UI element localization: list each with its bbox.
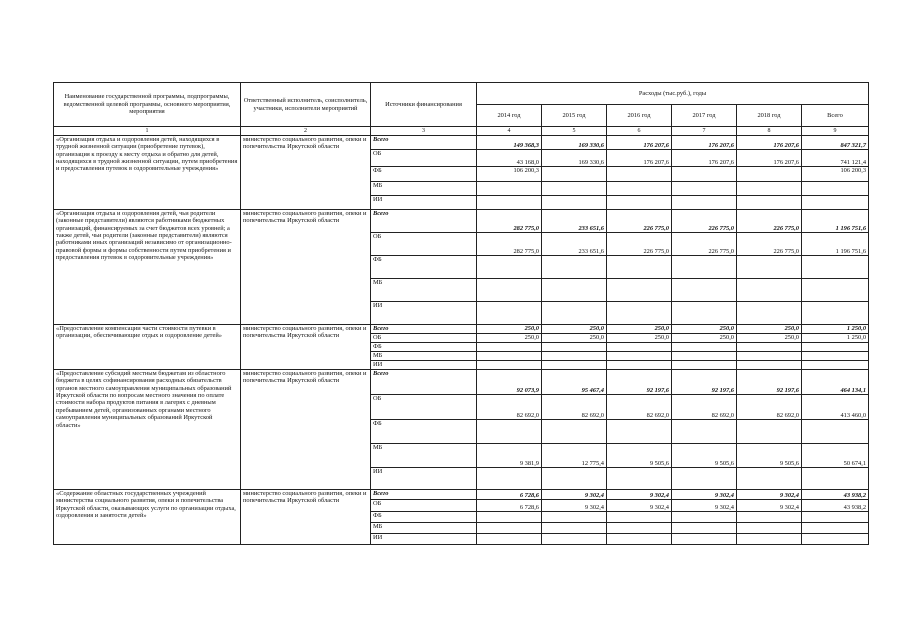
value-cell: 176 207,6	[672, 136, 737, 150]
value-cell	[672, 534, 737, 545]
funding-source-cell: ФБ	[371, 343, 477, 352]
value-cell	[542, 279, 607, 302]
funding-source-cell: ИИ	[371, 468, 477, 490]
table-row	[54, 490, 869, 500]
value-cell	[672, 256, 737, 279]
value-cell	[607, 302, 672, 325]
value-cell	[672, 302, 737, 325]
value-cell	[477, 196, 542, 210]
funding-source-cell: ФБ	[371, 256, 477, 279]
header-program: Наименование государственной программы, подпрограммы, ведомственной целевой программы, основного мероприятия, мероприятия	[54, 83, 241, 127]
column-number: 9	[802, 127, 869, 136]
value-cell: 43 168,0	[477, 150, 542, 167]
table-row	[54, 136, 869, 150]
value-cell: 250,0	[672, 334, 737, 343]
value-cell	[672, 468, 737, 490]
value-cell	[607, 279, 672, 302]
column-number: 8	[737, 127, 802, 136]
value-cell	[802, 302, 869, 325]
value-cell	[477, 279, 542, 302]
value-cell	[802, 182, 869, 196]
value-cell	[737, 352, 802, 361]
value-cell	[672, 512, 737, 523]
value-cell: 82 692,0	[737, 395, 802, 420]
value-cell	[542, 420, 607, 444]
value-cell: 9 302,4	[737, 500, 802, 512]
value-cell	[542, 512, 607, 523]
value-cell: 6 728,6	[477, 490, 542, 500]
value-cell: 82 692,0	[542, 395, 607, 420]
value-cell: 9 302,4	[607, 500, 672, 512]
value-cell: 176 207,6	[672, 150, 737, 167]
value-cell: 176 207,6	[607, 136, 672, 150]
funding-source-cell: Всего	[371, 210, 477, 233]
value-cell	[737, 420, 802, 444]
value-cell	[802, 420, 869, 444]
table-row	[54, 370, 869, 395]
table-body	[54, 136, 869, 545]
value-cell: 6 728,6	[477, 500, 542, 512]
value-cell: 250,0	[607, 334, 672, 343]
value-cell: 169 330,6	[542, 136, 607, 150]
value-cell: 250,0	[477, 325, 542, 334]
value-cell	[672, 343, 737, 352]
value-cell: 50 674,1	[802, 444, 869, 468]
value-cell: 9 381,9	[477, 444, 542, 468]
activity-name-cell: «Предоставление субсидий местным бюджетам из областного бюджета в целях софинансирования расходных обязательств органов местного самоуправления муниципальных образований Иркутской области по вопросам местного значения по оплате стоимости набора продуктов питания в лагерях с дневным пребыванием детей, организованных органами местного самоуправления муниципальных образований Иркутской области»	[54, 370, 241, 490]
value-cell: 233 651,6	[542, 233, 607, 256]
value-cell	[737, 468, 802, 490]
value-cell	[737, 196, 802, 210]
value-cell	[737, 256, 802, 279]
header-year: 2015 год	[542, 105, 607, 127]
value-cell: 250,0	[737, 325, 802, 334]
value-cell	[477, 468, 542, 490]
executor-cell: министерство социального развития, опеки и попечительства Иркутской области	[241, 325, 371, 370]
value-cell	[477, 343, 542, 352]
value-cell	[672, 167, 737, 182]
value-cell: 92 197,6	[737, 370, 802, 395]
header-year: 2017 год	[672, 105, 737, 127]
value-cell	[542, 256, 607, 279]
header-year: 2016 год	[607, 105, 672, 127]
value-cell	[737, 167, 802, 182]
value-cell: 149 368,3	[477, 136, 542, 150]
funding-source-cell: ИИ	[371, 196, 477, 210]
value-cell: 1 196 751,6	[802, 210, 869, 233]
funding-source-cell: МБ	[371, 523, 477, 534]
value-cell	[802, 512, 869, 523]
activity-name-cell: «Предоставление компенсации части стоимости путевки в организации, обеспечивающие отдых и оздоровление детей»	[54, 325, 241, 370]
funding-source-cell: Всего	[371, 136, 477, 150]
value-cell: 1 250,0	[802, 325, 869, 334]
executor-cell: министерство социального развития, опеки и попечительства Иркутской области	[241, 210, 371, 325]
value-cell: 82 692,0	[607, 395, 672, 420]
value-cell	[737, 534, 802, 545]
value-cell	[542, 361, 607, 370]
value-cell	[672, 182, 737, 196]
value-cell: 12 775,4	[542, 444, 607, 468]
funding-source-cell: ИИ	[371, 302, 477, 325]
table-header	[54, 83, 869, 136]
value-cell	[802, 534, 869, 545]
header-expenses: Расходы (тыс.руб.), годы	[477, 83, 869, 105]
value-cell	[802, 279, 869, 302]
value-cell: 176 207,6	[737, 136, 802, 150]
value-cell: 1 196 751,6	[802, 233, 869, 256]
value-cell: 9 505,6	[737, 444, 802, 468]
value-cell: 226 775,0	[737, 210, 802, 233]
funding-source-cell: ФБ	[371, 420, 477, 444]
executor-cell: министерство социального развития, опеки и попечительства Иркутской области	[241, 490, 371, 545]
column-number: 4	[477, 127, 542, 136]
value-cell	[607, 523, 672, 534]
executor-cell: министерство социального развития, опеки и попечительства Иркутской области	[241, 370, 371, 490]
funding-source-cell: ИИ	[371, 361, 477, 370]
value-cell	[672, 352, 737, 361]
value-cell	[672, 420, 737, 444]
value-cell	[542, 468, 607, 490]
value-cell	[477, 361, 542, 370]
value-cell	[477, 512, 542, 523]
value-cell: 9 302,4	[672, 490, 737, 500]
value-cell: 43 938,2	[802, 490, 869, 500]
header-source: Источники финансирования	[371, 83, 477, 127]
value-cell: 233 651,6	[542, 210, 607, 233]
column-number: 7	[672, 127, 737, 136]
funding-source-cell: ОБ	[371, 500, 477, 512]
value-cell	[737, 343, 802, 352]
funding-source-cell: Всего	[371, 370, 477, 395]
column-number: 2	[241, 127, 371, 136]
value-cell	[607, 512, 672, 523]
funding-source-cell: ОБ	[371, 150, 477, 167]
column-number: 5	[542, 127, 607, 136]
table-row	[54, 210, 869, 233]
funding-source-cell: ОБ	[371, 334, 477, 343]
value-cell: 9 302,4	[542, 490, 607, 500]
value-cell: 82 692,0	[477, 395, 542, 420]
value-cell: 413 460,0	[802, 395, 869, 420]
funding-source-cell: ОБ	[371, 233, 477, 256]
funding-source-cell: МБ	[371, 182, 477, 196]
value-cell	[477, 523, 542, 534]
funding-source-cell: Всего	[371, 490, 477, 500]
funding-source-cell: МБ	[371, 444, 477, 468]
executor-cell: министерство социального развития, опеки и попечительства Иркутской области	[241, 136, 371, 210]
value-cell	[737, 512, 802, 523]
value-cell	[542, 523, 607, 534]
funding-source-cell: МБ	[371, 279, 477, 302]
value-cell: 250,0	[477, 334, 542, 343]
value-cell	[737, 361, 802, 370]
header-year: 2014 год	[477, 105, 542, 127]
value-cell: 9 302,4	[737, 490, 802, 500]
value-cell: 106 200,3	[802, 167, 869, 182]
value-cell	[542, 302, 607, 325]
value-cell: 9 302,4	[607, 490, 672, 500]
value-cell	[802, 361, 869, 370]
value-cell: 92 197,6	[672, 370, 737, 395]
value-cell	[607, 534, 672, 545]
activity-name-cell: «Организация отдыха и оздоровления детей, чьи родители (законные представители) являются работниками бюджетных организаций, финансируемых за счет бюджетов всех уровней; а также детей, чьи родители (законные представители) являются работниками иных организаций независимо от организационно-правовой формы и формы собственности путем приобретения и предоставления путевок в оздоровительные учреждения»	[54, 210, 241, 325]
value-cell: 250,0	[542, 334, 607, 343]
value-cell: 250,0	[672, 325, 737, 334]
value-cell	[802, 343, 869, 352]
value-cell	[542, 196, 607, 210]
value-cell: 250,0	[607, 325, 672, 334]
value-cell	[477, 256, 542, 279]
value-cell: 226 775,0	[672, 210, 737, 233]
value-cell: 82 692,0	[672, 395, 737, 420]
value-cell: 250,0	[737, 334, 802, 343]
funding-source-cell: ФБ	[371, 512, 477, 523]
value-cell	[802, 352, 869, 361]
activity-name-cell: «Организация отдыха и оздоровления детей, находящихся в трудной жизненной ситуации (приобретение путевок), организация к проезду к месту отдыха и обратно для детей, находящихся в трудной жизненной ситуации, путем приобретения и предоставления путевок в оздоровительные учреждения»	[54, 136, 241, 210]
value-cell	[737, 302, 802, 325]
column-number: 1	[54, 127, 241, 136]
header-executor: Ответственный исполнитель, соисполнитель, участники, исполнители мероприятий	[241, 83, 371, 127]
value-cell	[802, 256, 869, 279]
value-cell	[542, 352, 607, 361]
value-cell	[607, 343, 672, 352]
value-cell	[672, 279, 737, 302]
value-cell: 226 775,0	[607, 210, 672, 233]
value-cell: 92 197,6	[607, 370, 672, 395]
funding-source-cell: ИИ	[371, 534, 477, 545]
value-cell	[542, 167, 607, 182]
funding-source-cell: ОБ	[371, 395, 477, 420]
column-number: 6	[607, 127, 672, 136]
value-cell: 9 505,6	[607, 444, 672, 468]
value-cell	[607, 182, 672, 196]
value-cell	[477, 534, 542, 545]
value-cell	[737, 523, 802, 534]
value-cell	[672, 523, 737, 534]
value-cell: 226 775,0	[607, 233, 672, 256]
value-cell: 282 775,0	[477, 233, 542, 256]
value-cell: 169 330,6	[542, 150, 607, 167]
header-year: 2018 год	[737, 105, 802, 127]
column-number: 3	[371, 127, 477, 136]
header-total: Всего	[802, 105, 869, 127]
value-cell: 95 467,4	[542, 370, 607, 395]
value-cell: 464 134,1	[802, 370, 869, 395]
value-cell	[477, 302, 542, 325]
value-cell	[542, 343, 607, 352]
value-cell	[737, 279, 802, 302]
value-cell: 226 775,0	[672, 233, 737, 256]
value-cell	[607, 196, 672, 210]
value-cell	[802, 468, 869, 490]
value-cell: 9 505,6	[672, 444, 737, 468]
value-cell	[477, 352, 542, 361]
value-cell	[607, 352, 672, 361]
value-cell: 176 207,6	[607, 150, 672, 167]
value-cell	[802, 196, 869, 210]
value-cell	[607, 361, 672, 370]
value-cell	[607, 420, 672, 444]
column-numbers-row	[54, 127, 869, 136]
value-cell	[672, 196, 737, 210]
funding-source-cell: МБ	[371, 352, 477, 361]
table-row	[54, 325, 869, 334]
value-cell: 9 302,4	[542, 500, 607, 512]
value-cell	[607, 468, 672, 490]
value-cell: 250,0	[542, 325, 607, 334]
value-cell: 741 121,4	[802, 150, 869, 167]
value-cell	[477, 182, 542, 196]
value-cell	[737, 182, 802, 196]
value-cell: 43 938,2	[802, 500, 869, 512]
value-cell	[607, 167, 672, 182]
value-cell	[542, 182, 607, 196]
value-cell	[542, 534, 607, 545]
budget-table	[53, 82, 869, 545]
funding-source-cell: Всего	[371, 325, 477, 334]
value-cell	[477, 420, 542, 444]
value-cell: 1 250,0	[802, 334, 869, 343]
funding-source-cell: ФБ	[371, 167, 477, 182]
value-cell: 847 321,7	[802, 136, 869, 150]
value-cell	[802, 523, 869, 534]
activity-name-cell: «Содержание областных государственных учреждений министерства социального развития, опеки и попечительства Иркутской области, оказывающих услуги по организации отдыха, оздоровления и занятости детей»	[54, 490, 241, 545]
value-cell: 106 200,3	[477, 167, 542, 182]
value-cell	[607, 256, 672, 279]
value-cell: 92 073,9	[477, 370, 542, 395]
value-cell: 176 207,6	[737, 150, 802, 167]
value-cell: 9 302,4	[672, 500, 737, 512]
value-cell	[672, 361, 737, 370]
value-cell: 282 775,0	[477, 210, 542, 233]
value-cell: 226 775,0	[737, 233, 802, 256]
